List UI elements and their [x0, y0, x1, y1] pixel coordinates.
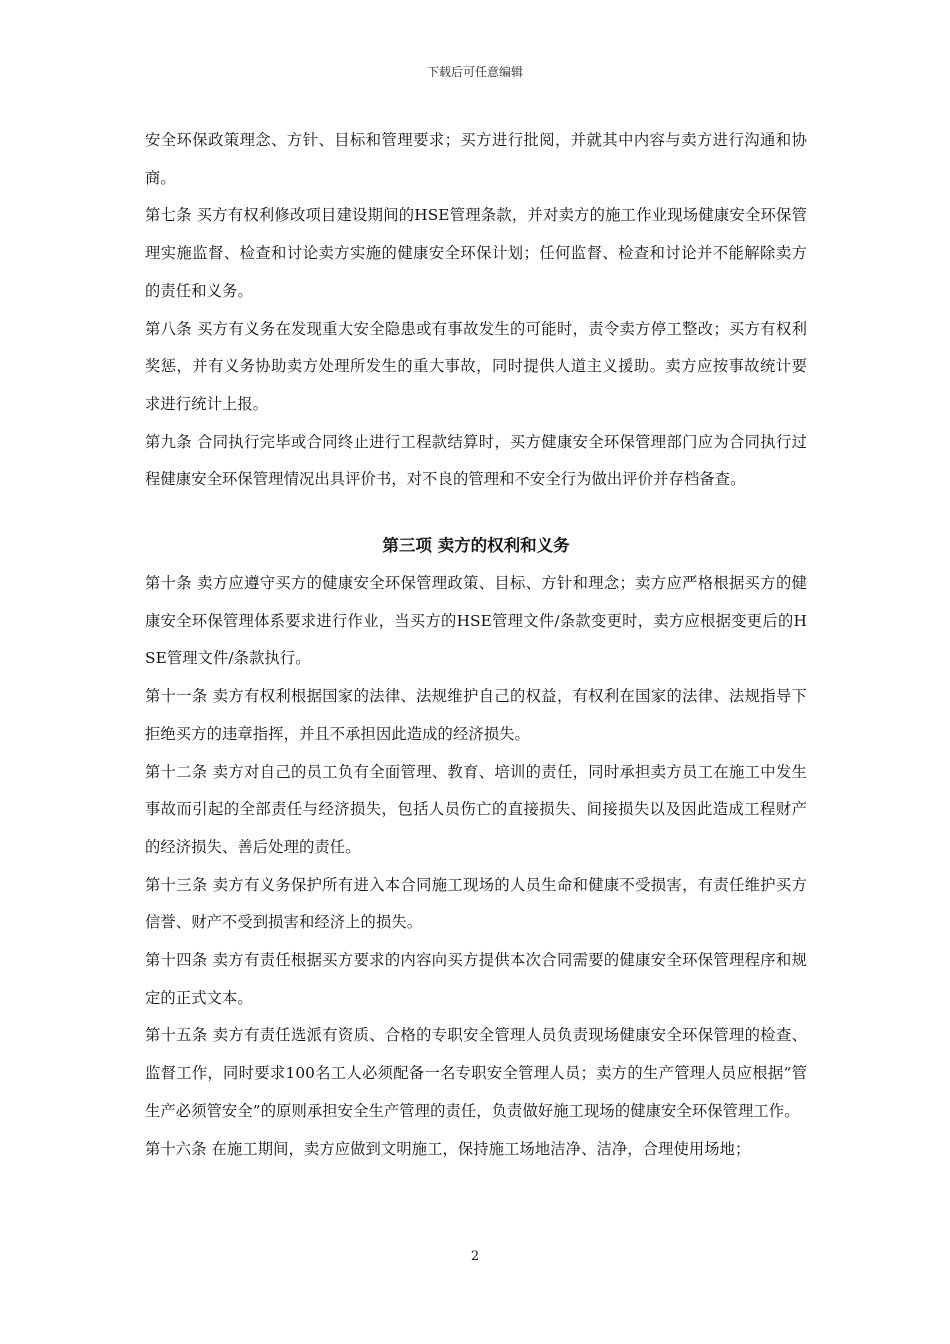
article-11: 第十一条 卖方有权利根据国家的法律、法规维护自己的权益，有权利在国家的法律、法规指导下拒绝买方的违章指挥，并且不承担因此造成的经济损失。 — [145, 687, 807, 743]
article-9: 第九条 合同执行完毕或合同终止进行工程款结算时，买方健康安全环保管理部门应为合同执行过程健康安全环保管理情况出具评价书，对不良的管理和不安全行为做出评价并存档备查。 — [145, 432, 807, 489]
document-body — [145, 122, 807, 1168]
paragraph: 安全环保政策理念、方针、目标和管理要求；买方进行批阅，并就其中内容与卖方进行沟通和协商。 — [145, 131, 807, 187]
section-heading: 第三项 卖方的权利和义务 — [382, 536, 570, 556]
article-7: 第七条 买方有权利修改项目建设期间的HSE管理条款，并对卖方的施工作业现场健康安全环保管理实施监督、检查和讨论卖方实施的健康安全环保计划；任何监督、检查和讨论并不能解除卖方的责任和义务。 — [145, 206, 807, 300]
article-12: 第十二条 卖方对自己的员工负有全面管理、教育、培训的责任，同时承担卖方员工在施工中发生事故而引起的全部责任与经济损失，包括人员伤亡的直接损失、间接损失以及因此造成工程财产的经济损失、善后处理的责任。 — [145, 762, 807, 856]
page-header: 下载后可任意编辑 — [426, 65, 523, 79]
page-number: 2 — [470, 1249, 480, 1264]
article-10: 第十条 卖方应遵守买方的健康安全环保管理政策、目标、方针和理念；卖方应严格根据买方的健康安全环保管理体系要求进行作业，当买方的HSE管理文件/条款变更时，卖方应根据变更后的HSE管理文件/条款执行。 — [145, 574, 807, 668]
article-15: 第十五条 卖方有责任选派有资质、合格的专职安全管理人员负责现场健康安全环保管理的检查、监督工作，同时要求100名工人必须配备一名专职安全管理人员；卖方的生产管理人员应根据“管生产必须管安全”的原则承担安全生产管理的责任，负责做好施工现场的健康安全环保管理工作。 — [145, 1026, 807, 1120]
article-13: 第十三条 卖方有义务保护所有进入本合同施工现场的人员生命和健康不受损害，有责任维护买方信誉、财产不受到损害和经济上的损失。 — [145, 875, 807, 932]
article-14: 第十四条 卖方有责任根据买方要求的内容向买方提供本次合同需要的健康安全环保管理程序和规定的正式文本。 — [145, 951, 807, 1007]
article-16: 第十六条 在施工期间，卖方应做到文明施工，保持施工场地洁净、洁净，合理使用场地； — [145, 1139, 751, 1158]
article-8: 第八条 买方有义务在发现重大安全隐患或有事故发生的可能时，责令卖方停工整改；买方有权利奖惩，并有义务协助卖方处理所发生的重大事故，同时提供人道主义援助。卖方应按事故统计要求进行统计上报。 — [145, 319, 807, 413]
